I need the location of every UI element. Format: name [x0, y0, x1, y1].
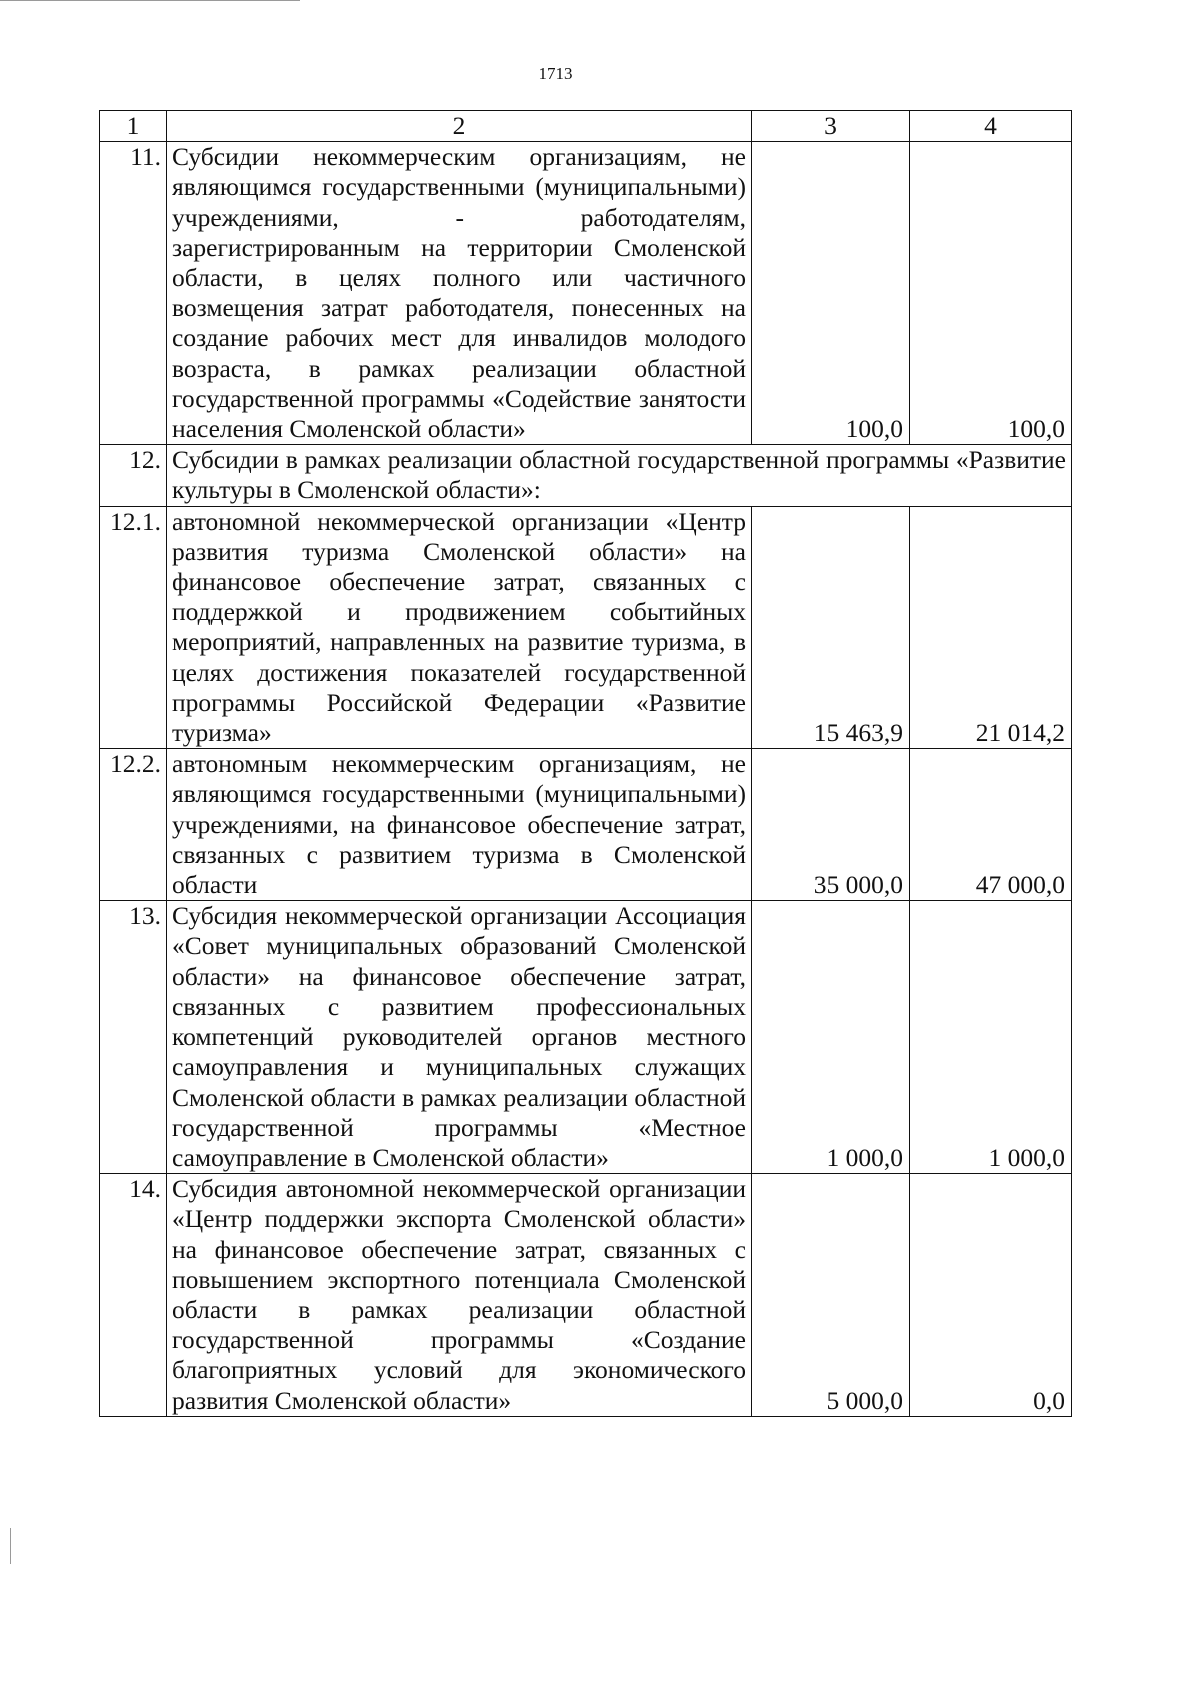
header-col-2: 2	[167, 111, 752, 142]
page-number: 1713	[538, 64, 573, 83]
table-row	[100, 1174, 1072, 1417]
row-description: Субсидии некоммерческим организациям, не являющимся государственными (муниципальными) учреждениями, - работодателям, зарегистрированным на территории Смоленской области, в целях полного или частичного возмещения затрат работодателя, понесенных на создание рабочих мест для инвалидов молодого возраста, в рамках реализации областной государственной программы «Содействие занятости населения Смоленской области»	[167, 142, 752, 445]
row-number: 12.2.	[100, 749, 167, 901]
row-value-col3: 35 000,0	[752, 749, 910, 901]
row-number: 11.	[100, 142, 167, 445]
row-number: 12.	[100, 445, 167, 506]
row-description: автономной некоммерческой организации «Центр развития туризма Смоленской области» на финансовое обеспечение затрат, связанных с поддержкой и продвижением событийных мероприятий, направленных на развитие туризма, в целях достижения показателей государственной программы Российской Федерации «Развитие туризма»	[167, 506, 752, 749]
row-description: Субсидия некоммерческой организации Ассоциация «Совет муниципальных образований Смоленской области» на финансовое обеспечение затрат, связанных с развитием профессиональных компетенций руководителей органов местного самоуправления и муниципальных служащих Смоленской области в рамках реализации областной государственной программы «Местное самоуправление в Смоленской области»	[167, 901, 752, 1174]
row-value-col4: 21 014,2	[910, 506, 1072, 749]
row-value-col4: 100,0	[910, 142, 1072, 445]
row-description: автономным некоммерческим организациям, не являющимся государственными (муниципальными) учреждениями, на финансовое обеспечение затрат, связанных с развитием туризма в Смоленской области	[167, 749, 752, 901]
row-number: 13.	[100, 901, 167, 1174]
header-col-3: 3	[752, 111, 910, 142]
row-description: Субсидия автономной некоммерческой организации «Центр поддержки экспорта Смоленской области» на финансовое обеспечение затрат, связанных с повышением экспортного потенциала Смоленской области в рамках реализации областной государственной программы «Создание благоприятных условий для экономического развития Смоленской области»	[167, 1174, 752, 1417]
row-value-col3: 100,0	[752, 142, 910, 445]
table-row	[100, 142, 1072, 445]
row-number: 12.1.	[100, 506, 167, 749]
row-value-col3: 1 000,0	[752, 901, 910, 1174]
header-col-4: 4	[910, 111, 1072, 142]
table-row	[100, 901, 1072, 1174]
row-value-col3: 15 463,9	[752, 506, 910, 749]
row-value-col4: 47 000,0	[910, 749, 1072, 901]
scan-artifact-edge	[10, 1528, 11, 1564]
row-value-col4: 1 000,0	[910, 901, 1072, 1174]
table-row	[100, 445, 1072, 506]
budget-table	[99, 110, 1072, 1417]
table-row	[100, 749, 1072, 901]
table-header-row	[100, 111, 1072, 142]
row-value-col3: 5 000,0	[752, 1174, 910, 1417]
table-row	[100, 506, 1072, 749]
row-value-col4: 0,0	[910, 1174, 1072, 1417]
header-col-1: 1	[100, 111, 167, 142]
scan-artifact-line	[0, 0, 300, 1]
row-description: Субсидии в рамках реализации областной государственной программы «Развитие культуры в Смоленской области»:	[167, 445, 1072, 506]
row-number: 14.	[100, 1174, 167, 1417]
